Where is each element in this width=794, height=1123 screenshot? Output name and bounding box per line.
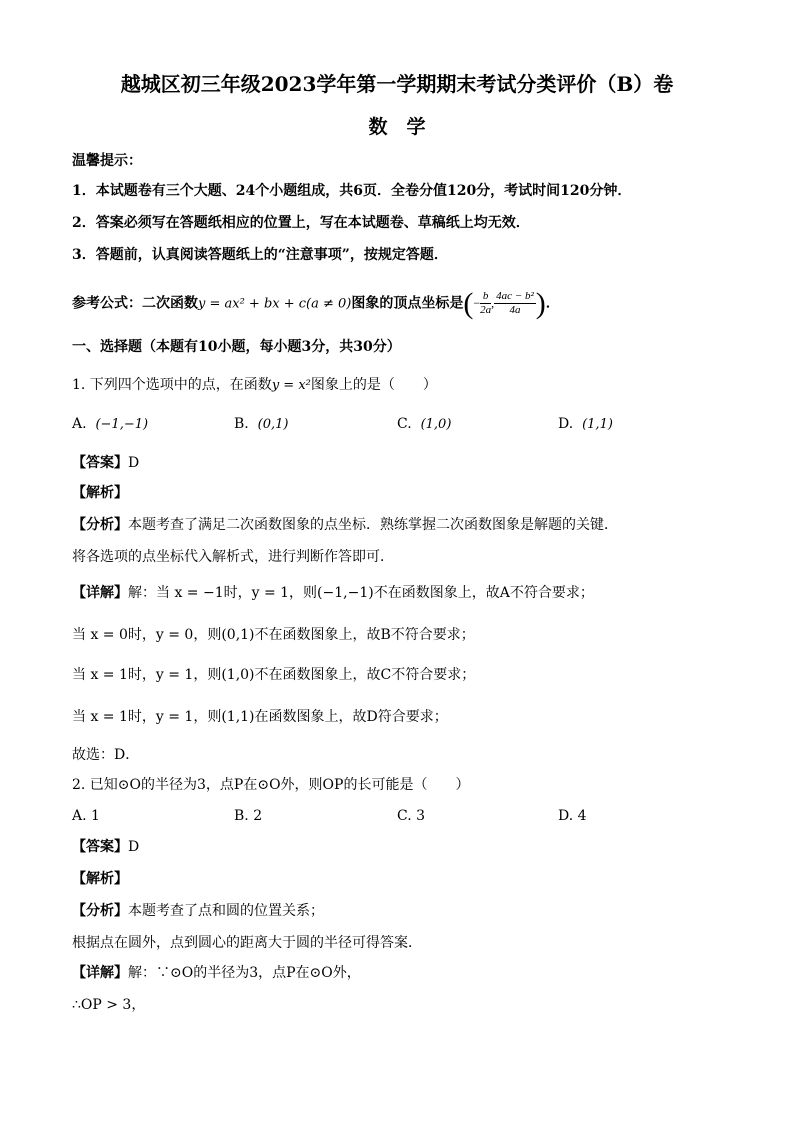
option-value: 4 xyxy=(577,808,587,824)
subject-title: 数 学 xyxy=(368,116,426,138)
option-label: B. xyxy=(234,416,249,432)
q1-option-b xyxy=(234,416,288,432)
option-label: B. xyxy=(234,808,249,824)
q1-answer xyxy=(72,454,139,472)
question-1-stem xyxy=(72,376,437,395)
frac2-denominator: 4a xyxy=(509,304,521,317)
frac1-denominator: 2a xyxy=(480,304,492,317)
answer-value: D xyxy=(128,839,140,855)
frac1-numerator: b xyxy=(480,290,491,304)
option-value: (0,1) xyxy=(257,417,289,432)
reference-formula xyxy=(72,286,560,322)
notice-item-3: 3．答题前，认真阅读答题纸上的“注意事项”，按规定答题． xyxy=(72,247,448,263)
fenxi-tag: 【分析】 xyxy=(72,517,128,533)
option-value: (−1,−1) xyxy=(95,417,149,432)
fenxi-tag: 【分析】 xyxy=(72,903,128,919)
q1-detail-1 xyxy=(72,584,594,602)
q2-option-b xyxy=(234,808,262,824)
formula-minus: − xyxy=(473,296,481,310)
option-label: A. xyxy=(72,416,87,432)
q1-option-c xyxy=(397,416,451,432)
q1-option-a xyxy=(72,416,148,432)
q1-detail-4: 当 x = 1时，y = 1，则(1,1)在函数图象上，故D符合要求； xyxy=(72,709,448,725)
option-value: 2 xyxy=(253,808,263,824)
option-value: 3 xyxy=(416,808,426,824)
option-label: D. xyxy=(558,808,574,824)
q2-fenxi xyxy=(72,902,324,920)
q1-detail-3: 当 x = 1时，y = 1，则(1,0)不在函数图象上，故C不符合要求； xyxy=(72,667,476,683)
answer-value: D xyxy=(128,455,140,471)
section-heading: 一、选择题（本题有10小题，每小题3分，共30分） xyxy=(72,339,401,355)
q1-function: y = x² xyxy=(271,378,311,393)
fenxi-text: 本题考查了点和圆的位置关系； xyxy=(128,903,324,919)
question-2-stem: 2. 已知⊙O的半径为3，点P在⊙O外，则OP的长可能是（ ） xyxy=(72,777,470,793)
answer-tag: 【答案】 xyxy=(72,839,128,855)
q1-detail-2: 当 x = 0时，y = 0，则(0,1)不在函数图象上，故B不符合要求； xyxy=(72,627,475,643)
option-label: D. xyxy=(558,416,574,432)
formula-middle: 图象的顶点坐标是 xyxy=(351,295,464,312)
formula-expression: y = ax² + bx + c(a ≠ 0) xyxy=(198,296,352,312)
q2-answer xyxy=(72,838,139,856)
q2-detail-1 xyxy=(72,964,361,982)
q1-conclusion: 故选：D． xyxy=(72,747,140,763)
q2-option-a xyxy=(72,808,100,824)
q1-fenxi-2: 将各选项的点坐标代入解析式，进行判断作答即可． xyxy=(72,549,394,565)
option-value: 1 xyxy=(91,808,100,824)
detail-text: 解：当 x = −1时，y = 1，则(−1,−1)不在函数图象上，故A不符合要求； xyxy=(128,585,594,601)
vertex-formula: (− $\frac{b}{2a}$ , $\frac{\text{4ac − b²}}{4a}$ ) xyxy=(463,286,546,320)
detail-text: 解：∵⊙O的半径为3，点P在⊙O外， xyxy=(128,965,361,981)
fenxi-text: 本题考查了满足二次函数图象的点坐标．熟练掌握二次函数图象是解题的关键． xyxy=(128,517,618,533)
frac2-numerator: 4ac − b² xyxy=(496,290,534,303)
fraction-b-over-2a xyxy=(480,290,491,317)
q2-option-d xyxy=(558,808,587,824)
option-label: C. xyxy=(397,808,412,824)
notice-heading: 温馨提示： xyxy=(72,153,142,169)
notice-item-1: 1．本试题卷有三个大题、24个小题组成，共6页．全卷分值120分，考试时间120分钟． xyxy=(72,183,632,199)
formula-prefix: 参考公式：二次函数 xyxy=(72,295,198,312)
q1-analysis-tag: 【解析】 xyxy=(72,485,128,501)
fraction-4ac-b2-over-4a xyxy=(494,290,536,317)
detail-tag: 【详解】 xyxy=(72,585,128,601)
q2-detail-2: ∴OP > 3， xyxy=(72,997,146,1013)
q1-option-d xyxy=(558,416,613,432)
answer-tag: 【答案】 xyxy=(72,455,128,471)
q2-option-c xyxy=(397,808,425,824)
option-label: C. xyxy=(397,416,412,432)
option-value: (1,0) xyxy=(420,417,452,432)
exam-title: 越城区初三年级2023学年第一学期期末考试分类评价（B）卷 xyxy=(120,72,674,96)
q2-fenxi-2: 根据点在圆外，点到圆心的距离大于圆的半径可得答案． xyxy=(72,935,422,951)
notice-item-2: 2．答案必须写在答题纸相应的位置上，写在本试题卷、草稿纸上均无效． xyxy=(72,215,530,231)
detail-tag: 【详解】 xyxy=(72,965,128,981)
formula-end: ． xyxy=(545,295,560,312)
option-label: A. xyxy=(72,808,87,824)
q1-fenxi xyxy=(72,516,618,534)
option-value: (1,1) xyxy=(582,417,613,432)
q1-stem-post: 图象上的是（ ） xyxy=(310,377,437,393)
q2-analysis-tag: 【解析】 xyxy=(72,871,128,887)
q1-stem-pre: 1. 下列四个选项中的点，在函数 xyxy=(72,377,272,393)
